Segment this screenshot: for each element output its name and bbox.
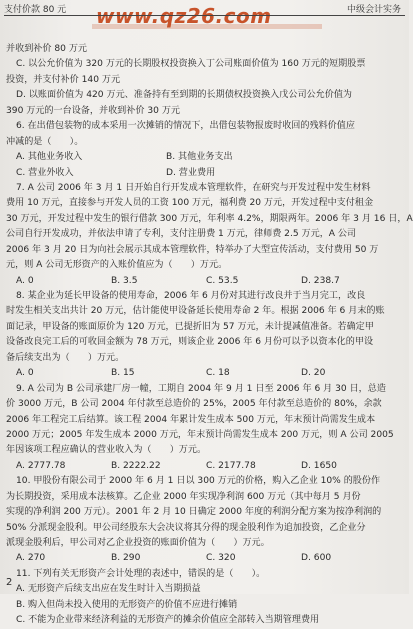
running-header-left: 支付价款 80 元 [4, 5, 67, 15]
answer-option: A. 2777.78 [16, 460, 66, 471]
answer-option: D. 1650 [301, 460, 337, 471]
text-line: 2006 年 3 月 20 日为向社会展示其成本管理软件，特举办了大型宣传活动，支付费用 50 万 [6, 244, 379, 255]
text-line: 元，则 A 公司无形资产的入账价值应为（ ）万元。 [6, 260, 228, 271]
answer-option: D. 238.7 [301, 275, 340, 286]
text-line: C. 以公允价值为 320 万元的长期股权投资换入丁公司账面价值为 160 万元的短期股票 [16, 59, 366, 70]
answer-options-row [6, 166, 404, 181]
answer-options-row [6, 459, 404, 474]
answer-option: B. 2222.22 [111, 460, 161, 471]
text-line: 390 万元的一台设备，并收到补价 30 万元 [6, 105, 181, 116]
answer-option: A. 其他业务收入 [16, 152, 83, 163]
text-line: D. 以账面价值为 420 万元、准备持有至到期的长期债权投资换入戊公司公允价值为 [16, 90, 353, 101]
text-line: 时发生相关支出共计 20 万元，估计能使甲设备延长使用寿命 2 年。根据 2006 年 6 月末的账 [6, 306, 385, 317]
text-line: 6. 在出借包装物的成本采用一次摊销的情况下，出借包装物报废时收回的残料价值应 [16, 121, 355, 132]
text-line: 费用 10 万元，直接参与开发人员的工资 100 万元，福利费 20 万元，开发过程中支付租金 [6, 198, 374, 209]
watermark-logo: www.qz26.com [96, 4, 272, 28]
text-line: 2006 年工程完工后结算。该工程 2004 年累计发生成本 500 万元，年末预计尚需发生成本 [6, 414, 376, 425]
text-line: 8. 某企业为延长甲设备的使用寿命，2006 年 6 月份对其进行改良并于当月完工，改良 [16, 291, 366, 301]
header-rule [4, 15, 405, 16]
text-line: 10. 甲股份有限公司于 2000 年 6 月 1 日以 300 万元的价格，购入乙企业 10% 的股份作 [16, 476, 381, 487]
text-line: 公司自行开发成功，并依法申请了专利，支付注册费 1 万元，律师费 2.5 万元，A 公司 [6, 229, 357, 240]
watermark-underline [92, 24, 322, 29]
text-line: 投资，并支付补价 140 万元 [6, 74, 121, 85]
text-line: 备后续支出为（ ）万元。 [6, 352, 125, 363]
answer-option: A. 0 [16, 275, 34, 286]
text-line: 9. A 公司为 B 公司承建厂房一幢，工期自 2004 年 9 月 1 日至 2006 年 6 月 30 日，总造 [16, 383, 386, 394]
answer-option: C. 2177.78 [206, 460, 256, 471]
text-line: 7. A 公司 2006 年 3 月 1 日开始自行开发成本管理软件，在研究与开发过程中发生材料 [16, 182, 371, 193]
running-header-right: 中级会计实务 [346, 5, 401, 15]
text-line: 设备改良完工后的可收回金额为 78 万元，则该企业 2006 年 6 月份可以予以资本化的甲设 [6, 337, 374, 348]
text-line: 年因该项工程应确认的营业收入为（ ）万元。 [6, 445, 207, 456]
text-line: 为长期投资，采用成本法核算。乙企业 2000 年实现净利润 600 万元（其中每月 5 月份 [6, 491, 361, 502]
answer-option: B. 290 [111, 553, 141, 564]
text-line: 11. 下列有关无形资产会计处理的表述中，错误的是（ ）。 [16, 568, 266, 579]
answer-option: C. 18 [206, 368, 230, 379]
text-line: 冲减的是（ ）。 [6, 136, 84, 147]
body-text [6, 42, 413, 629]
answer-options-row [6, 150, 404, 165]
answer-option: C. 320 [206, 553, 236, 564]
text-line: 2000 万元；2005 年发生成本 2000 万元，年末预计尚需发生成本 200 万元，则 A 公司 2005 [6, 429, 394, 440]
answer-option: D. 600 [301, 553, 332, 564]
answer-options-row [6, 366, 404, 381]
text-line: 实现的净利润 200 万元）。2001 年 2 月 10 日确定 2000 年度的利润分配方案为按净利润的 [6, 507, 382, 518]
text-line: 50% 分派现金股利。甲公司经股东大会决议将其分得的现金股利作为追加投资，乙企业分 [6, 522, 366, 533]
text-line: 面记录，甲设备的账面原价为 120 万元，已提折旧为 57 万元，未计提减值准备。若确定甲 [6, 321, 374, 332]
answer-option: B. 15 [111, 368, 135, 379]
text-line: 30 万元，开发过程中发生的银行借款 300 万元，年利率 4.2%，期限两年。2006 年 3 月 16 日，A [6, 213, 413, 224]
answer-option: B. 3.5 [111, 275, 138, 286]
answer-option: D. 营业费用 [166, 167, 216, 178]
answer-options-row [6, 551, 404, 566]
text-line: B. 购入但尚未投入使用的无形资产的价值不应进行摊销 [16, 599, 238, 610]
answer-options-row [6, 274, 404, 289]
text-line: A. 无形资产后续支出应在发生时计入当期损益 [16, 584, 201, 595]
text-line: 并收到补价 80 万元 [6, 44, 88, 54]
text-line: C. 不能为企业带来经济利益的无形资产的摊余价值应全部转入当期管理费用 [16, 615, 320, 626]
answer-option: A. 270 [16, 553, 46, 564]
page-number: 2 [6, 577, 13, 588]
answer-option: C. 53.5 [206, 275, 239, 286]
answer-option: B. 其他业务支出 [166, 152, 233, 163]
answer-option: A. 0 [16, 368, 34, 379]
text-line: 价 3000 万元，B 公司 2004 年付款至总造价的 25%，2005 年付款至总造价的 80%，余款 [6, 399, 382, 410]
answer-option: D. 20 [301, 368, 326, 379]
text-line: 派现金股利后，甲公司对乙企业投资的账面价值为（ ）万元。 [6, 538, 270, 548]
answer-option: C. 营业外收入 [16, 167, 74, 178]
